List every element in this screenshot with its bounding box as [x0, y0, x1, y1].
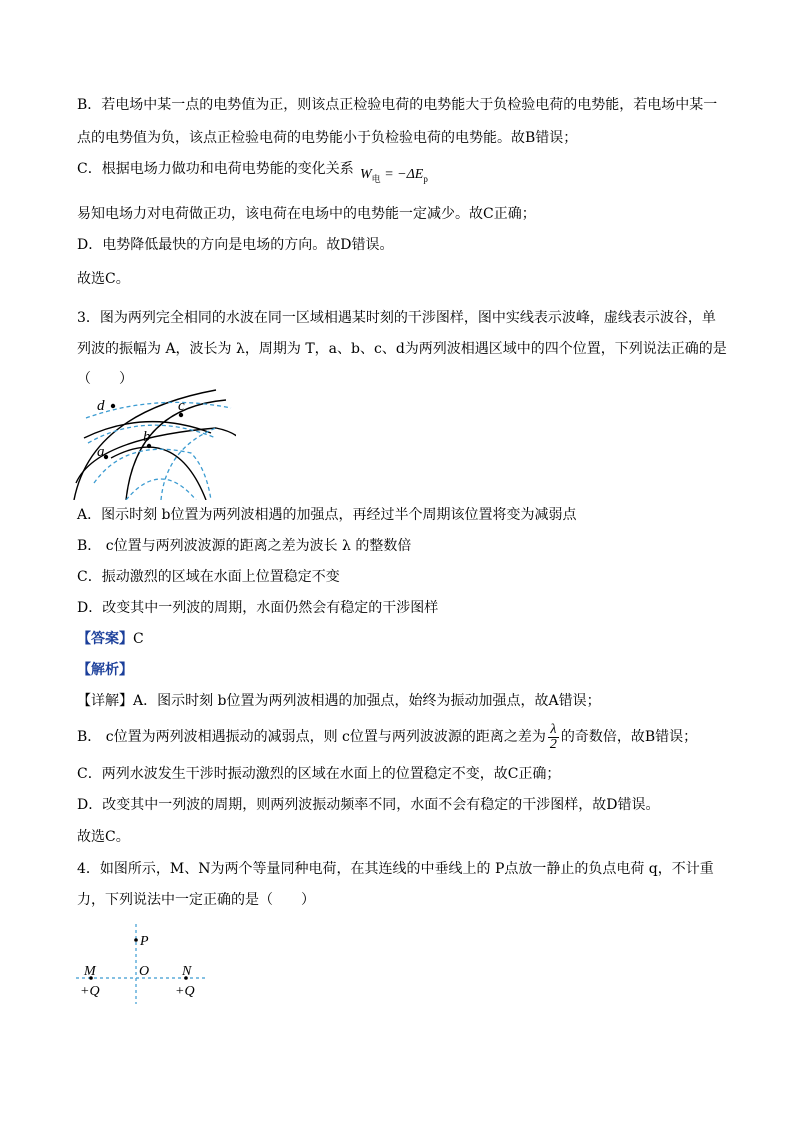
- question-3-stem: 3．图为两列完全相同的水波在同一区域相遇某时刻的干涉图样，图中实线表示波峰，虚线表示波谷，单: [77, 310, 716, 326]
- point-p-dot: [134, 938, 138, 942]
- question-4-stem: 4．如图所示，M、N为两个等量同种电荷，在其连线的中垂线上的 P点放一静止的负点电荷 q，不计重: [77, 861, 714, 877]
- detail-b-post: 的奇数倍，故B错误；: [560, 729, 698, 745]
- detail-b-pre: B． c位置为两列波相遇振动的减弱点，则 c位置与两列波波源的距离之差为: [77, 729, 546, 745]
- formula-lhs: W: [360, 167, 372, 182]
- answer-line: [77, 630, 144, 648]
- detail-d: D．改变其中一列波的周期，则两列波振动频率不同，水面不会有稳定的干涉图样，故D错误。: [77, 797, 660, 813]
- option-d: D．改变其中一列波的周期，水面仍然会有稳定的干涉图样: [77, 600, 439, 616]
- question-3-stem: （ ）: [77, 371, 133, 387]
- label-o: O: [139, 964, 150, 979]
- option-a: A．图示时刻 b位置为两列波相遇的加强点，再经过半个周期该位置将变为减弱点: [77, 507, 577, 523]
- fraction-denominator: 2: [549, 736, 557, 752]
- label-charge-n: +Q: [175, 984, 195, 999]
- text-line: B．若电场中某一点的电势值为正，则该点正检验电荷的电势能大于负检验电荷的电势能，若电场中某一: [77, 97, 718, 113]
- detail-b-line: [77, 720, 697, 754]
- question-3-stem: 列波的振幅为 A，波长为 λ，周期为 T，a、b、c、d为两列波相遇区域中的四个位置，下列说法正确的是: [77, 341, 727, 357]
- point-d-dot: [111, 404, 115, 408]
- formula-rhs-sub: p: [423, 173, 428, 184]
- label-a: a: [97, 444, 105, 460]
- label-b: b: [143, 429, 151, 445]
- text-line: 点的电势值为负，该点正检验电荷的电势能小于负检验电荷的电势能。故B错误；: [77, 130, 578, 146]
- text-line: D．电势降低最快的方向是电场的方向。故D错误。: [77, 237, 394, 253]
- analysis-tag: 【解析】: [77, 662, 133, 678]
- formula-rhs: = −ΔE: [380, 167, 424, 182]
- wave-interference-figure: [66, 388, 236, 500]
- detail-a: A．图示时刻 b位置为两列波相遇的加强点，始终为振动加强点，故A错误；: [133, 693, 601, 709]
- fraction-numerator: λ: [548, 723, 559, 738]
- text-line: 故选C。: [77, 829, 130, 845]
- label-m: M: [84, 964, 96, 979]
- text-line: 故选C。: [77, 271, 130, 287]
- question-4-stem: 力，下列说法中一定正确的是（ ）: [77, 892, 315, 908]
- fraction-lambda-over-2: [548, 723, 559, 752]
- label-c: c: [178, 398, 185, 414]
- charge-figure: [76, 922, 206, 1004]
- option-b: B． c位置与两列波波源的距离之差为波长 λ 的整数倍: [77, 538, 412, 554]
- label-charge-m: +Q: [80, 984, 100, 999]
- option-c: C．振动激烈的区域在水面上位置稳定不变: [77, 569, 340, 585]
- formula-lhs-sub: 电: [371, 173, 381, 184]
- detail-a-line: [77, 692, 601, 710]
- label-d: d: [97, 398, 105, 414]
- label-n: N: [182, 964, 192, 979]
- answer-tag: 【答案】: [77, 631, 133, 647]
- text-line: C．根据电场力做功和电荷电势能的变化关系: [77, 161, 354, 177]
- label-p: P: [140, 934, 149, 949]
- detail-c: C．两列水波发生干涉时振动激烈的区域在水面上的位置稳定不变，故C正确；: [77, 766, 561, 782]
- detail-tag: 【详解】: [77, 693, 133, 709]
- analysis-line: [77, 661, 133, 679]
- wave-trough-lines: [86, 402, 231, 500]
- formula-work-energy: [360, 167, 428, 185]
- answer-value: C: [133, 631, 144, 647]
- text-line: 易知电场力对电荷做正功，该电荷在电场中的电势能一定减少。故C正确；: [77, 206, 536, 222]
